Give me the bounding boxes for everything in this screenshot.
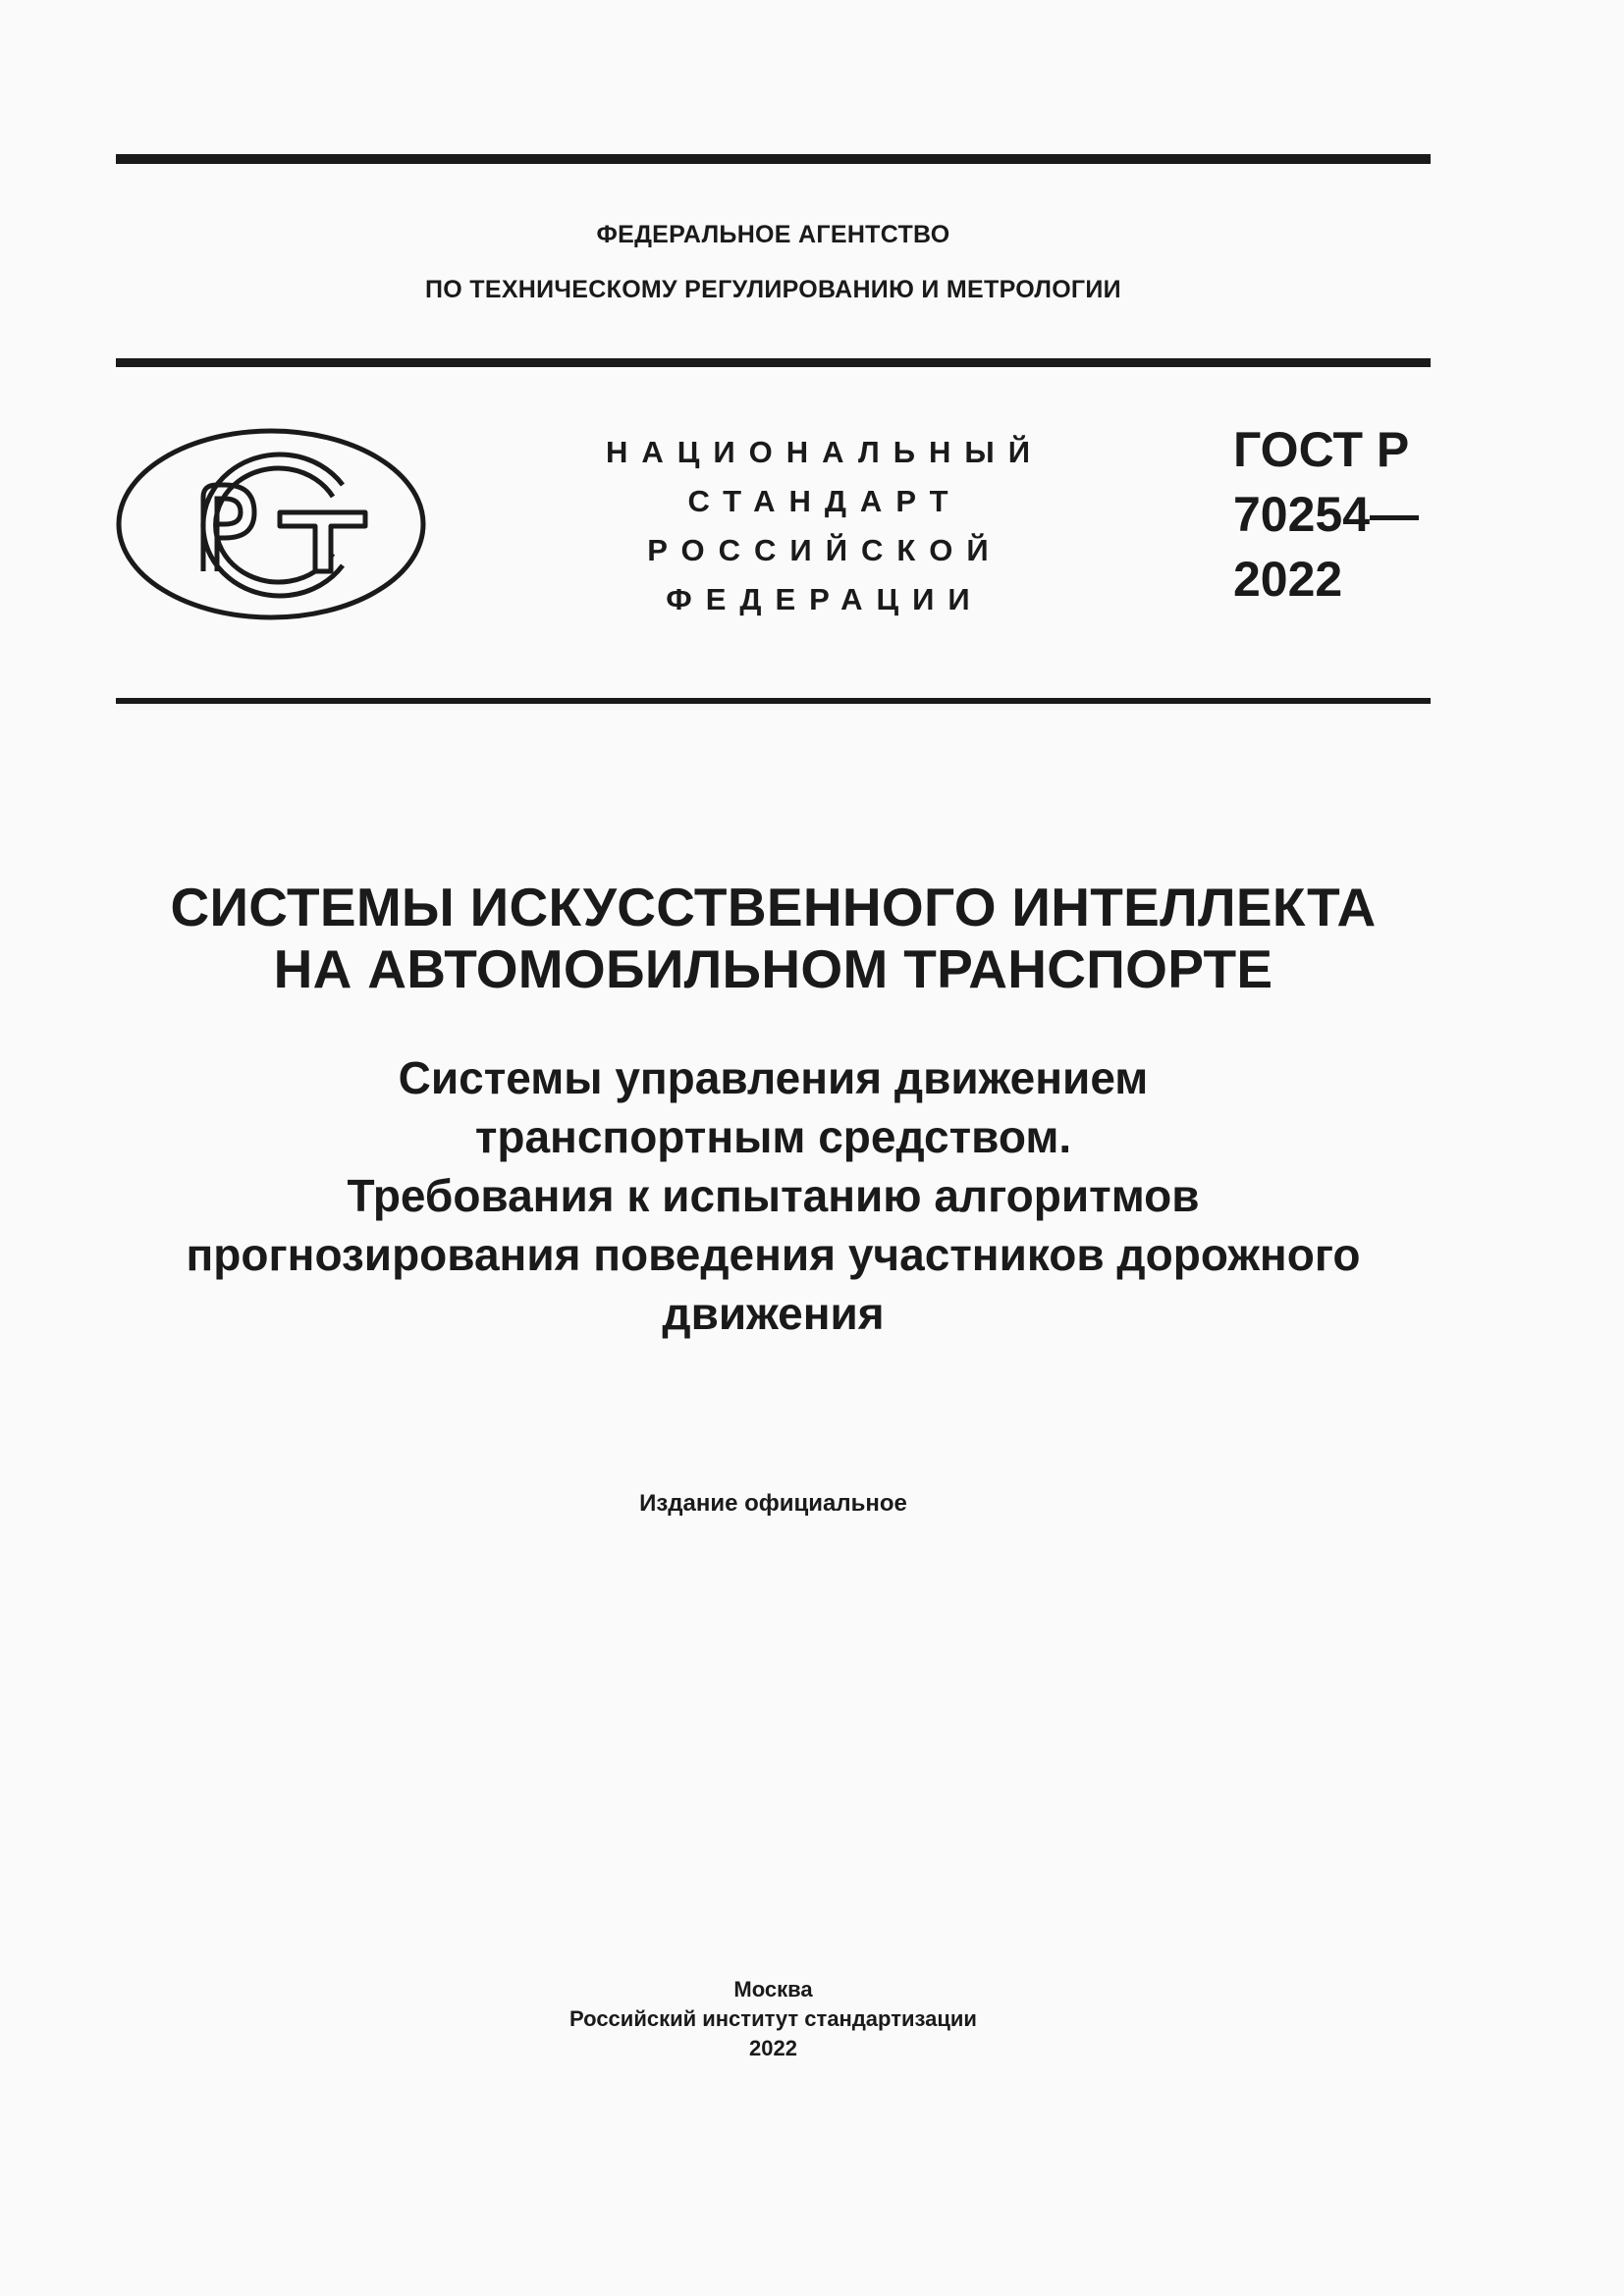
agency-name-line2: ПО ТЕХНИЧЕСКОМУ РЕГУЛИРОВАНИЮ И МЕТРОЛОГИИ — [425, 276, 1121, 303]
imprint-year: 2022 — [749, 2036, 797, 2060]
document-subtitle — [116, 1048, 1431, 1343]
edition-label: Издание официальное — [639, 1490, 907, 1517]
designation-line2: 70254— — [1233, 487, 1420, 542]
standard-designation — [1233, 417, 1419, 612]
rst-certification-mark-icon — [115, 426, 427, 622]
national-standard-line: НАЦИОНАЛЬНЫЙ — [605, 435, 1045, 469]
document-title — [116, 877, 1431, 1000]
header-rule — [116, 358, 1431, 367]
subtitle-line: транспортным средством. — [474, 1111, 1072, 1162]
title-line: СИСТЕМЫ ИСКУССТВЕННОГО ИНТЕЛЛЕКТА — [170, 877, 1377, 937]
designation-line3: 2022 — [1233, 552, 1343, 607]
national-standard-line: РОССИЙСКОЙ — [647, 533, 1002, 567]
subtitle-line: Требования к испытанию алгоритмов — [347, 1170, 1200, 1221]
designation-rule — [116, 698, 1431, 704]
subtitle-line: движения — [662, 1288, 885, 1339]
national-standard-line: ФЕДЕРАЦИИ — [666, 582, 984, 616]
imprint — [116, 1975, 1431, 2063]
imprint-publisher: Российский институт стандартизации — [569, 2006, 977, 2031]
agency-name-line1: ФЕДЕРАЛЬНОЕ АГЕНТСТВО — [596, 221, 950, 248]
subtitle-line: прогнозирования поведения участников дорожного — [186, 1229, 1361, 1280]
title-line: НА АВТОМОБИЛЬНОМ ТРАНСПОРТЕ — [273, 938, 1273, 999]
national-standard-label — [550, 428, 1100, 624]
national-standard-line: СТАНДАРТ — [687, 484, 962, 518]
top-rule — [116, 154, 1431, 164]
designation-line1: ГОСТ Р — [1233, 422, 1410, 477]
subtitle-line: Системы управления движением — [398, 1052, 1149, 1103]
imprint-city: Москва — [733, 1977, 813, 2002]
